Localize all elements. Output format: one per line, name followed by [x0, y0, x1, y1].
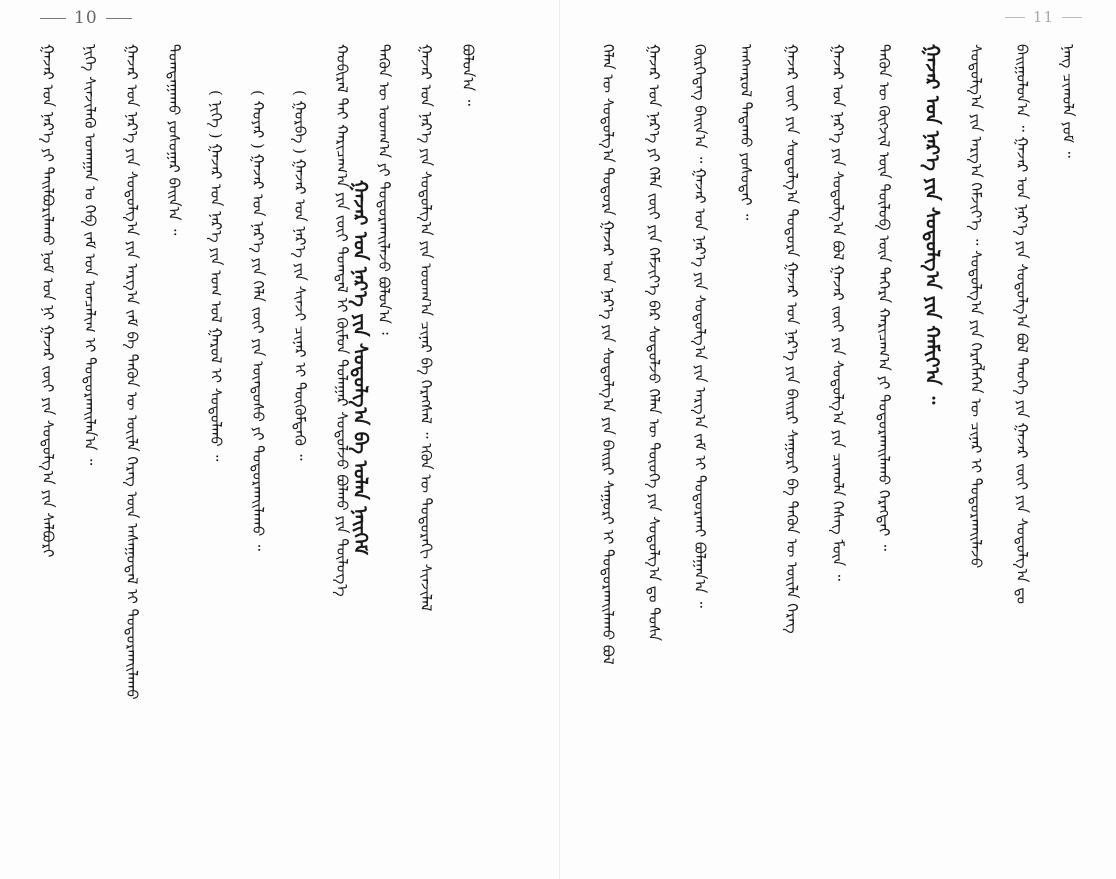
text-line: ᠬᠤᠪᠢᠷᠠᠯ ᠲᠠᠢ ᠬᠠᠷᠢᠴᠠᠭ᠎ᠠ ᠶᠢᠨ ᠵᠦᠢ ᠲᠣᠭᠲᠠᠯ ᠢ ᠬᠦᠮᠦᠨ ᠲᠤᠯᠠᠭᠠᠷ ᠰᠤᠳᠤᠯᠵᠤ ᠪᠣᠯᠬᠤ ᠶᠢᠨ ᠲᠥᠯᠥᠭ᠎ᠡ	[333, 44, 351, 597]
text-line: ᠪᠠᠢᠭᠤᠯᠤᠨ᠎ᠠ ᠃ ᠭᠠᠵᠠᠷ ᠤᠨ ᠨᠡᠷ᠎ᠡ ᠶᠢᠨ ᠰᠤᠳᠤᠯᠭ᠎ᠠ ᠪᠣᠯ ᠲᠡᠦᠬᠡ ᠶᠢᠨ ᠭᠠᠵᠠᠷ ᠵᠦᠢ ᠶᠢᠨ ᠰᠤᠳᠤᠯᠭ᠎ᠠ ᠳᠤ	[1013, 44, 1031, 605]
left-page-number	[40, 8, 132, 28]
text-line: ᠭᠠᠵᠠᠷ ᠤᠨ ᠨᠡᠷ᠎ᠡ ᠶᠢᠨ ᠰᠤᠳᠤᠯᠭ᠎ᠠ ᠪᠣᠯ ᠭᠠᠵᠠᠷ ᠵᠦᠢ ᠶᠢᠨ ᠰᠤᠳᠤᠯᠭ᠎ᠠ ᠶᠢᠨ ᠴᠢᠬᠤᠯᠠ ᠬᠡᠰᠡᠭ ᠮᠥᠨ ᠃	[829, 44, 847, 581]
dash-icon	[40, 18, 66, 19]
dash-icon	[106, 18, 132, 19]
section-heading: ᠭᠠᠵᠠᠷ ᠤᠨ ᠨᠡᠷ᠎ᠡ ᠶᠢᠨ ᠰᠤᠳᠤᠯᠭ᠎ᠠ ᠶᠢᠨ ᠬᠠᠮᠢᠶ᠎ᠠ ᠃	[921, 44, 943, 405]
text-line: ᠭᠠᠵᠠᠷ ᠤᠨ ᠨᠡᠷ᠎ᠡ ᠶᠢ ᠬᠡᠯᠡ ᠵᠦᠢ ᠶᠢᠨ ᠬᠡᠮᠵᠢᠶ᠎ᠡ ᠪᠡᠷ ᠰᠤᠳᠤᠯᠵᠤ ᠬᠡᠯᠡᠨ ᠦ ᠲᠦᠦᠬᠡ ᠶᠢᠨ ᠰᠤᠳᠤᠯᠭ᠎ᠠ ᠳᠤ ᠲᠤᠰᠠ	[645, 44, 663, 642]
text-line: ᠰᠤᠳᠤᠯᠭ᠎ᠠ ᠶᠢᠨ ᠠᠷᠭ᠎ᠠ ᠬᠡᠮᠵᠢᠶ᠎ᠡ ᠃ ᠰᠤᠳᠤᠯᠭ᠎ᠠ ᠶᠢᠨ ᠬᠡᠷᠡᠭᠯᠡᠭᠡᠨ ᠦ ᠴᠢᠨᠠᠷ ᠢ ᠲᠣᠳᠣᠷᠬᠠᠢᠯᠠᠵᠤ	[967, 44, 985, 569]
text-line: ᠭᠠᠵᠠᠷ ᠤᠨ ᠨᠡᠷ᠎ᠡ ᠶᠢᠨ ᠰᠤᠳᠤᠯᠭ᠎ᠠ ᠶᠢᠨ ᠤᠳᠬ᠎ᠠ ᠴᠢᠨᠠᠷ ᠪᠠ ᠬᠡᠷᠡᠭᠰᠡᠯ ᠃ ᠡᠬᠦᠨ ᠦ ᠳᠣᠲᠣᠷᠠᠬᠢ ᠰᠢᠨᠵᠢᠯᠡᠯ	[417, 44, 435, 612]
text-line: ᠲᠡᠭᠦᠨ ᠦ ᠤᠳᠬ᠎ᠠ ᠶᠢ ᠲᠣᠳᠣᠷᠬᠠᠢᠯᠠᠵᠤ ᠪᠣᠯᠤᠨ᠎ᠠ ᠄	[375, 44, 393, 335]
right-page-number	[1005, 8, 1082, 26]
text-line: ᠭᠠᠵᠠᠷ ᠤᠨ ᠨᠡᠷ᠎ᠡ ᠶᠢᠨ ᠰᠤᠳᠤᠯᠭ᠎ᠠ ᠶᠢᠨ ᠠᠷᠭ᠎ᠠ ᠵᠠᠮ ᠪᠠ ᠲᠡᠭᠦᠨ ᠦ ᠦᠢᠯᠡ ᠬᠡᠷᠡᠭ ᠦᠨ ᠠᠰᠠᠭᠤᠳᠠᠯ ᠢ ᠲᠣᠳᠣᠷᠬᠠᠢᠯᠠᠬᠤ	[123, 44, 141, 700]
text-line: ᠬᠡᠯᠡᠨ ᠦ ᠰᠤᠳᠤᠯᠭ᠎ᠠ ᠳᠣᠲᠣᠷᠠ ᠭᠠᠵᠠᠷ ᠤᠨ ᠨᠡᠷ᠎ᠡ ᠶᠢᠨ ᠰᠤᠳᠤᠯᠭ᠎ᠠ ᠶᠢᠨ ᠪᠠᠢᠷᠢ ᠰᠠᠭᠤᠷᠢ ᠢ ᠲᠣᠳᠣᠷᠬᠠᠢᠯᠠᠬᠤ ᠪᠣᠯ	[599, 44, 617, 665]
text-line: ᠭᠠᠵᠠᠷ ᠵᠦᠢ ᠶᠢᠨ ᠰᠤᠳᠤᠯᠭ᠎ᠠ ᠳᠣᠲᠣᠷᠠ ᠭᠠᠵᠠᠷ ᠤᠨ ᠨᠡᠷ᠎ᠡ ᠶᠢᠨ ᠪᠠᠢᠷᠢ ᠰᠠᠭᠤᠷᠢ ᠪᠠ ᠲᠡᠭᠦᠨ ᠦ ᠦᠢᠯᠡ ᠬᠡᠷᠡᠭ	[783, 44, 801, 634]
text-line: ᠨᠡᠩ ᠴᠢᠬᠤᠯᠠ ᠶᠤᠮ ᠃	[1059, 44, 1077, 158]
page-number-text: 11	[1032, 8, 1054, 26]
text-line: ᠪᠣᠯᠤᠨ᠎ᠠ ᠃	[459, 44, 477, 106]
page-number-text: 10	[74, 8, 98, 28]
text-line: ᠲᠣᠭᠲᠠᠭᠠᠬᠤ ᠶᠣᠰᠤᠭᠠᠷ ᠪᠠᠢᠨ᠎ᠠ ᠃	[165, 44, 183, 236]
section-heading: ᠭᠠᠵᠠᠷ ᠤᠨ ᠨᠡᠷ᠎ᠡ ᠶᠢᠨ ᠰᠤᠳᠤᠯᠭ᠎ᠠ ᠪᠠ ᠣᠯᠠᠨ ᠨᠡᠢᠭᠡᠮ	[349, 180, 371, 555]
text-line: ( ᠬᠣᠶᠠᠷ ) ᠭᠠᠵᠠᠷ ᠤᠨ ᠨᠡᠷ᠎ᠡ ᠶᠢᠨ ᠬᠡᠯᠡ ᠵᠦᠢ ᠶᠢᠨ ᠦᠨᠳᠦᠰᠦ ᠶᠢ ᠲᠣᠳᠣᠷᠬᠠᠢᠯᠠᠬᠤ ᠃	[249, 90, 267, 551]
text-line: ᠲᠡᠭᠦᠨ ᠦ ᠬᠦᠭᠵᠢᠯ ᠦᠨ ᠲᠥᠯᠥᠪ ᠦᠨ ᠳᠡᠭᠡᠷᠡ ᠬᠠᠷᠢᠴᠠᠭ᠎ᠠ ᠶᠢ ᠲᠣᠳᠣᠷᠬᠠᠢᠯᠠᠬᠤ ᠬᠡᠷᠡᠭᠲᠡᠢ ᠃	[875, 44, 893, 551]
text-line: ᠨᠢᠭᠡ ᠰᠢᠨᠵᠢᠯᠡᠬᠦ ᠤᠬᠠᠭᠠᠨ ᠤ ᠬᠡᠪ ᠵᠠᠮ ᠤᠨ ᠣᠨᠴᠠᠯᠢᠭ ᠢ ᠲᠣᠳᠣᠷᠬᠠᠢᠯᠠᠨ᠎ᠠ ᠃	[81, 44, 99, 466]
text-line: ᠭᠠᠵᠠᠷ ᠤᠨ ᠨᠡᠷ᠎ᠡ ᠶᠢ ᠲᠠᠢᠯᠪᠤᠷᠢᠯᠠᠬᠤ ᠨᠤᠮ ᠤᠨ ᠨᠢ ᠭᠠᠵᠠᠷ ᠵᠦᠢ ᠶᠢᠨ ᠰᠤᠳᠤᠯᠭ᠎ᠠ ᠶᠢᠨ ᠰᠠᠯᠪᠤᠷᠢ	[39, 44, 57, 558]
text-line: ( ᠭᠤᠷᠪᠠ ) ᠭᠠᠵᠠᠷ ᠤᠨ ᠨᠡᠷ᠎ᠡ ᠶᠢᠨ ᠰᠢᠨᠵᠢ ᠴᠢᠨᠠᠷ ᠢ ᠳᠦᠭᠦᠮᠳᠡᠬᠦ ᠃	[291, 90, 309, 461]
dash-icon	[1005, 17, 1025, 18]
dash-icon	[1062, 17, 1082, 18]
right-page	[560, 0, 1116, 879]
text-line: ᠠᠩᠬᠠᠷᠤᠯ ᠲᠠᠲᠠᠬᠤ ᠶᠣᠰᠣᠲᠠᠢ ᠃	[737, 44, 755, 221]
text-line: ᠬᠦᠷᠭᠡᠳᠡᠭ ᠪᠠᠢᠨ᠎ᠠ ᠃ ᠭᠠᠵᠠᠷ ᠤᠨ ᠨᠡᠷ᠎ᠡ ᠶᠢᠨ ᠰᠤᠳᠤᠯᠭ᠎ᠠ ᠶᠢᠨ ᠠᠷᠭ᠎ᠠ ᠵᠠᠮ ᠢ ᠲᠣᠳᠣᠷᠬᠠᠢ ᠪᠣᠯᠭᠠᠨ᠎ᠠ ᠃	[691, 44, 709, 608]
text-line: ( ᠨᠢᠭᠡ ) ᠭᠠᠵᠠᠷ ᠤᠨ ᠨᠡᠷ᠎ᠡ ᠶᠢᠨ ᠤᠭ ᠤᠯ ᠭᠠᠷᠤᠯ ᠢ ᠰᠤᠳᠤᠯᠬᠤ ᠃	[207, 90, 225, 462]
